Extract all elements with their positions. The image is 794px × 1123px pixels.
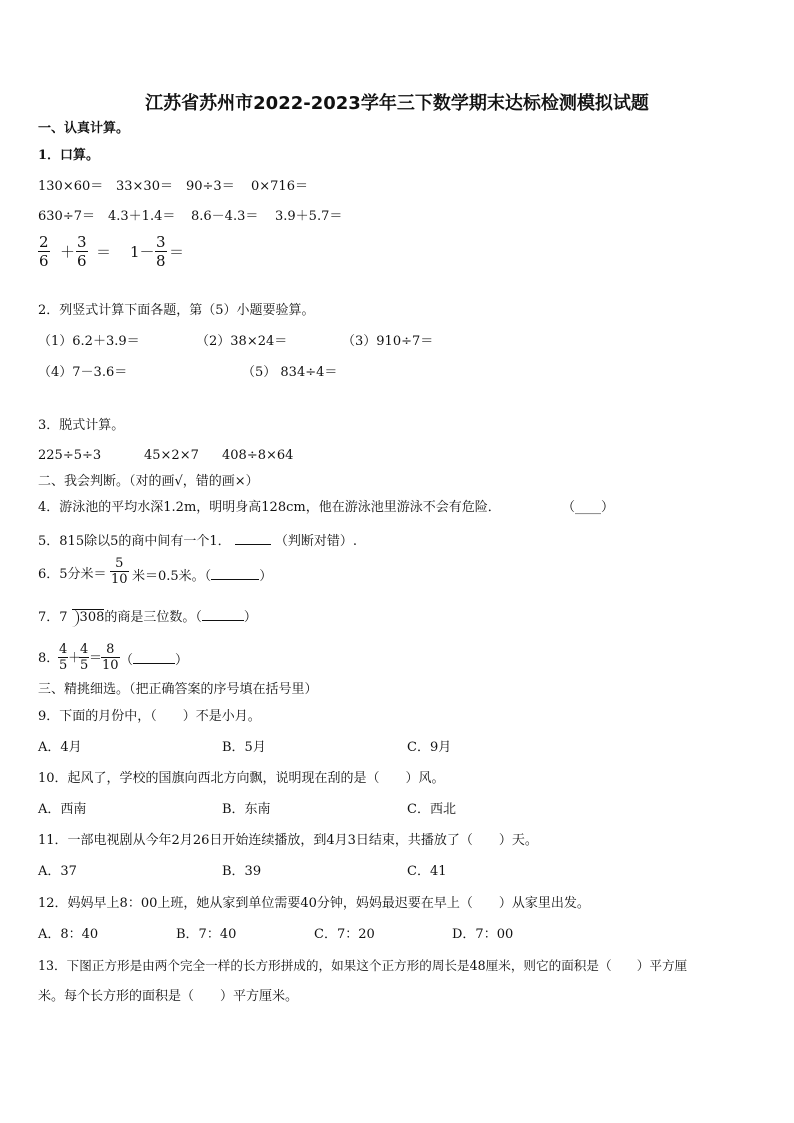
equals-sign: ＝: [96, 243, 112, 261]
plus-sign: ＋: [60, 243, 76, 261]
q2-item: （1）6.2＋3.9＝: [38, 334, 140, 349]
q12-text: 12．妈妈早上8：00上班，她从家到单位需要40分钟，妈妈最迟要在早上（ ）从家里出发。: [38, 896, 590, 911]
q3-item: 225÷5÷3: [38, 448, 102, 463]
q3-item: 408÷8×64: [222, 448, 294, 463]
option: A．37: [38, 864, 77, 879]
fraction: $\frac{4}{5}$: [80, 642, 89, 673]
q10-text: 10．起风了，学校的国旗向西北方向飘，说明现在刮的是（ ）风。: [38, 771, 445, 786]
section3-heading: 三、精挑细选。（把正确答案的序号填在括号里）: [38, 682, 318, 697]
fraction: $\frac{3}{8}$: [156, 233, 166, 270]
section1-heading: 一、认真计算。: [38, 121, 130, 136]
q2-label: 2．列竖式计算下面各题，第（5）小题要验算。: [38, 303, 315, 318]
q5-text: 5．815除以5的商中间有一个1．: [38, 534, 231, 549]
q8-answer: （ ）: [120, 653, 189, 668]
q3-item: 45×2×7: [144, 448, 199, 463]
fraction: $\frac{8}{10}$: [102, 642, 119, 673]
equals-sign: ＝: [89, 651, 103, 666]
q4: [38, 500, 615, 516]
q5: [38, 532, 357, 550]
option: B．39: [222, 864, 262, 879]
equals-sign: ＝: [169, 243, 185, 261]
long-division-bracket: 308: [72, 609, 105, 626]
page-title: 江苏省苏州市2022-2023学年三下数学期末达标检测模拟试题: [145, 93, 649, 114]
answer-blank: [202, 608, 244, 621]
q11-text: 11．一部电视剧从今年2月26日开始连续播放，到4月3日结束，共播放了（ ）天。: [38, 833, 538, 848]
q1-expr: 33×30＝: [116, 179, 173, 194]
option: B．7：40: [176, 927, 237, 942]
option: B．5月: [222, 740, 266, 755]
q1-expr: 0×716＝: [251, 179, 308, 194]
fraction: $\frac{2}{6}$: [39, 233, 49, 270]
option: C．西北: [407, 802, 456, 817]
fraction: $\frac{5}{10}$: [111, 556, 128, 587]
plus-sign: ＋: [68, 651, 82, 666]
one-minus: 1－: [130, 243, 155, 261]
q4-text: 4．游泳池的平均水深1.2m，明明身高128cm，他在游泳池里游泳不会有危险．: [38, 500, 501, 515]
fraction: $\frac{3}{6}$: [77, 233, 87, 270]
q13-line1: 13．下图正方形是由两个完全一样的长方形拼成的，如果这个正方形的周长是48厘米，则它的面积是（ ）平方厘: [38, 958, 688, 973]
q5-tail: （判断对错）.: [274, 534, 358, 549]
q1-expr: 8.6－4.3＝: [191, 209, 259, 224]
answer-paren: （____）: [562, 500, 615, 515]
q7-pre: 7．7: [38, 610, 68, 625]
q1-expr: 4.3＋1.4＝: [108, 209, 176, 224]
fraction: $\frac{4}{5}$: [59, 642, 68, 673]
q2-item: （2）38×24＝: [196, 334, 288, 349]
q6-post: 米＝0.5米。（ ）: [132, 569, 273, 584]
option: C．9月: [407, 740, 452, 755]
option: A．4月: [38, 740, 82, 755]
section2-heading: 二、我会判断。（对的画√，错的画×）: [38, 474, 259, 489]
option: A．西南: [38, 802, 87, 817]
q8-pre: 8．: [38, 651, 60, 666]
answer-blank: [235, 532, 271, 545]
close-paren: ）: [243, 610, 257, 625]
q3-label: 3．脱式计算。: [38, 418, 125, 433]
q1-expr: 90÷3＝: [186, 179, 235, 194]
q9-text: 9．下面的月份中，（ ）不是小月。: [38, 709, 261, 724]
option: C．41: [407, 864, 447, 879]
q6-pre: 6．5分米＝: [38, 567, 107, 582]
q1-label: 1．口算。: [38, 148, 100, 163]
q2-item: （3）910÷7＝: [342, 334, 434, 349]
q7: [38, 608, 257, 626]
q2-item: （4）7－3.6＝: [38, 365, 128, 380]
q1-expr: 3.9＋5.7＝: [275, 209, 343, 224]
option: C．7：20: [314, 927, 375, 942]
q1-expr: 630÷7＝: [38, 209, 95, 224]
answer-blank: [133, 651, 175, 664]
q7-post: 的商是三位数。（: [104, 610, 202, 625]
option: B．东南: [222, 802, 271, 817]
q2-item: （5） 834÷4＝: [242, 365, 338, 380]
answer-blank: [211, 567, 259, 580]
q13-line2: 米。每个长方形的面积是（ ）平方厘米。: [38, 989, 299, 1004]
option: D．7：00: [452, 927, 514, 942]
option: A．8：40: [38, 927, 99, 942]
q1-expr: 130×60＝: [38, 179, 104, 194]
